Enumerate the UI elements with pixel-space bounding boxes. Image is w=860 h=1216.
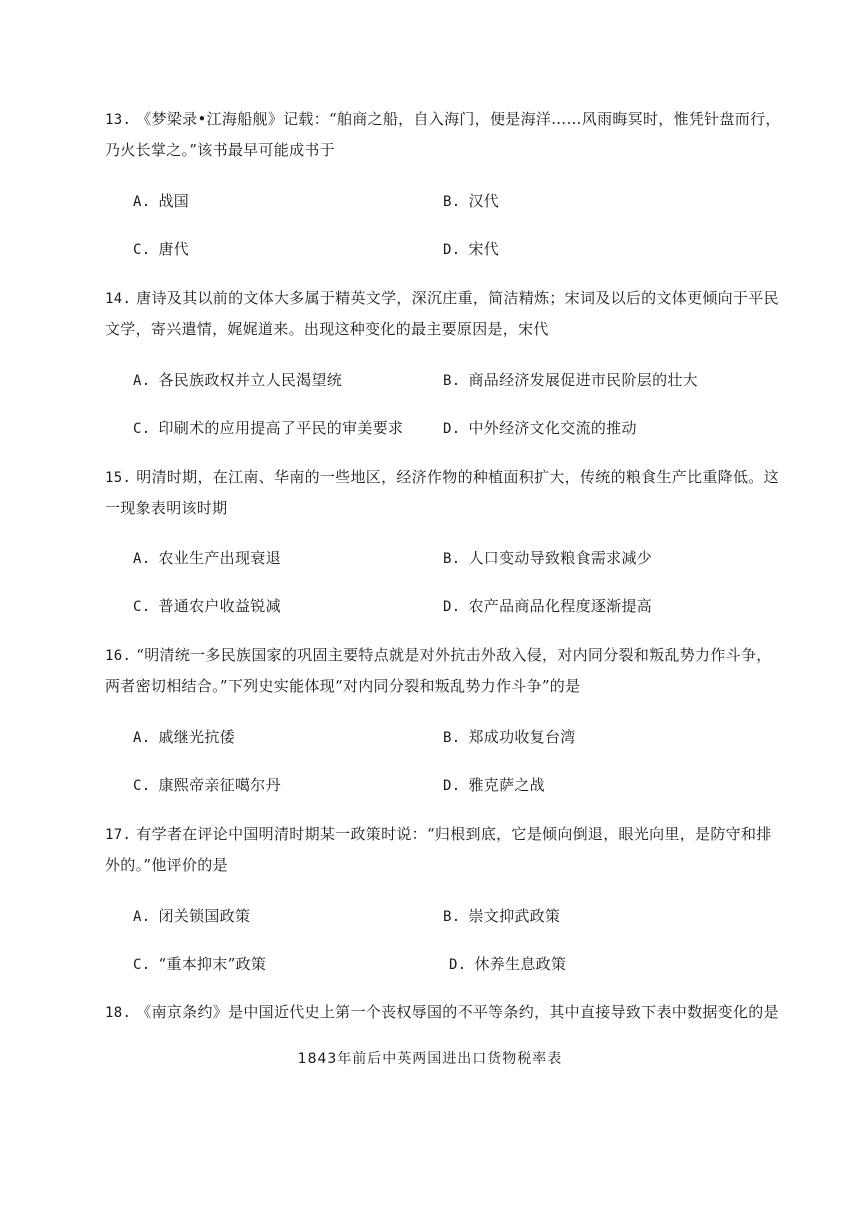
question-stem: 明清时期，在江南、华南的一些地区，经济作物的种植面积扩大，传统的粮食生产比重降低。这一现象表明该时期 xyxy=(105,468,779,517)
option-a[interactable]: A. 戚继光抗倭 xyxy=(133,728,235,746)
option-d[interactable]: D. 中外经济文化交流的推动 xyxy=(443,419,637,437)
question-15 xyxy=(105,462,785,523)
option-b[interactable]: B. 人口变动导致粮食需求减少 xyxy=(443,549,653,567)
question-number: 18. xyxy=(105,1005,132,1021)
option-a[interactable]: A. 战国 xyxy=(133,192,190,210)
question-number: 17. xyxy=(105,827,132,843)
option-c[interactable]: C. “重本抑末”政策 xyxy=(133,955,267,973)
question-stem: 唐诗及其以前的文体大多属于精英文学，深沉庄重，简洁精炼；宋词及以后的文体更倾向于平民文学，寄兴遣情，娓娓道来。出现这种变化的最主要原因是，宋代 xyxy=(105,289,779,338)
question-18 xyxy=(105,997,805,1028)
question-stem: 有学者在评论中国明清时期某一政策时说：“归根到底，它是倾向倒退，眼光向里，是防守和排外的。”他评价的是 xyxy=(105,825,772,874)
option-c[interactable]: C. 普通农户收益锐减 xyxy=(133,597,281,615)
question-stem: “明清统一多民族国家的巩固主要特点就是对外抗击外敌入侵，对内同分裂和叛乱势力作斗争，两者密切相结合。”下列史实能体现“对内同分裂和叛乱势力作斗争”的是 xyxy=(105,646,772,695)
question-16 xyxy=(105,640,785,701)
option-c[interactable]: C. 印刷术的应用提高了平民的审美要求 xyxy=(133,419,404,437)
option-b[interactable]: B. 汉代 xyxy=(443,192,500,210)
option-a[interactable]: A. 各民族政权并立人民渴望统 xyxy=(133,371,343,389)
question-number: 14. xyxy=(105,291,132,307)
option-c[interactable]: C. 唐代 xyxy=(133,240,190,258)
option-a[interactable]: A. 闭关锁国政策 xyxy=(133,907,251,925)
question-stem: 《梦梁录•江海船舰》记载：“舶商之船，自入海门，便是海洋……风雨晦冥时，惟凭针盘而行，乃火长掌之。”该书最早可能成书于 xyxy=(105,110,781,159)
question-number: 15. xyxy=(105,470,132,486)
question-stem: 《南京条约》是中国近代史上第一个丧权辱国的不平等条约，其中直接导致下表中数据变化的是 xyxy=(136,1003,779,1021)
question-number: 13. xyxy=(105,112,132,128)
question-14 xyxy=(105,283,785,344)
question-13 xyxy=(105,104,785,165)
option-b[interactable]: B. 崇文抑武政策 xyxy=(443,907,561,925)
option-a[interactable]: A. 农业生产出现衰退 xyxy=(133,549,281,567)
table-caption: 1843年前后中英两国进出口货物税率表 xyxy=(297,1051,563,1067)
question-17 xyxy=(105,819,785,880)
option-d[interactable]: D. 雅克萨之战 xyxy=(443,776,545,794)
option-b[interactable]: B. 商品经济发展促进市民阶层的壮大 xyxy=(443,371,698,389)
option-d[interactable]: D. 农产品商品化程度逐渐提高 xyxy=(443,597,653,615)
option-d[interactable]: D. 宋代 xyxy=(443,240,500,258)
option-d[interactable]: D. 休养生息政策 xyxy=(449,955,567,973)
option-c[interactable]: C. 康熙帝亲征噶尔丹 xyxy=(133,776,281,794)
question-number: 16. xyxy=(105,648,132,664)
option-b[interactable]: B. 郑成功收复台湾 xyxy=(443,728,576,746)
